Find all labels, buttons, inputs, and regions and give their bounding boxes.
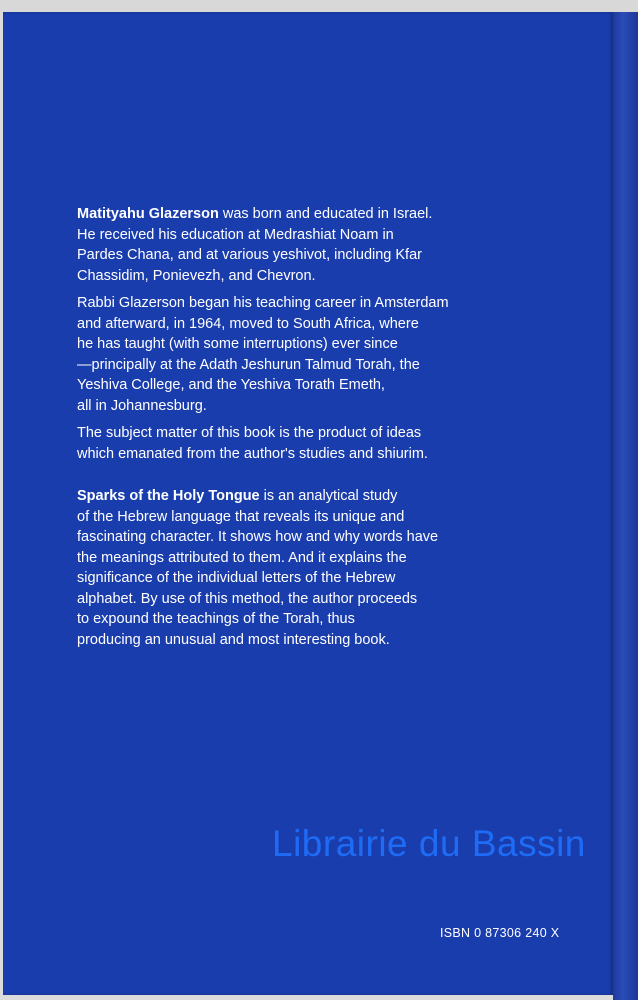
bio-paragraph-3: [77, 423, 537, 464]
bio-line: Yeshiva College, and the Yeshiva Torath Emeth,: [77, 377, 385, 393]
bio-paragraph-2: [77, 293, 537, 416]
blurb-line: of the Hebrew language that reveals its unique and: [77, 508, 405, 525]
blurb-line: alphabet. By use of this method, the author proceeds: [77, 590, 418, 607]
book-title: Sparks of the Holy Tongue: [77, 488, 260, 504]
seller-watermark: Librairie du Bassin: [272, 823, 586, 864]
bio-line: Pardes Chana, and at various yeshivot, including Kfar: [77, 247, 422, 263]
bio-line: all in Johannesburg.: [77, 397, 207, 414]
book-spine: [613, 12, 638, 1000]
bio-line: Chassidim, Ponievezh, and Chevron.: [77, 267, 316, 284]
bio-line: he has taught (with some interruptions) ever since: [77, 336, 398, 352]
book-blurb: [77, 486, 537, 650]
page-background-top: [0, 0, 638, 12]
blurb-line: producing an unusual and most interesting book.: [77, 631, 390, 648]
bio-line: and afterward, in 1964, moved to South Africa, where: [77, 315, 419, 332]
bio-line: Rabbi Glazerson began his teaching career in Amsterdam: [77, 295, 449, 311]
bio-line: He received his education at Medrashiat Noam in: [77, 226, 394, 243]
blurb-line: to expound the teachings of the Torah, thus: [77, 611, 355, 627]
bio-line: which emanated from the author's studies and shiurim.: [77, 445, 428, 462]
bio-line: —principally at the Adath Jeshurun Talmud Torah, the: [77, 356, 420, 373]
bio-line: [77, 204, 537, 225]
blurb-line: fascinating character. It shows how and why words have: [77, 529, 439, 545]
isbn-number: ISBN 0 87306 240 X: [440, 926, 560, 940]
bio-line: The subject matter of this book is the product of ideas: [77, 425, 422, 441]
blurb-line: significance of the individual letters of the Hebrew: [77, 570, 396, 586]
author-name: Matityahu Glazerson: [77, 206, 219, 222]
bio-text: was born and educated in Israel.: [218, 206, 433, 222]
blurb-line: the meanings attributed to them. And it explains the: [77, 549, 407, 566]
blurb-line: [77, 486, 537, 507]
author-bio: [77, 204, 537, 471]
bio-paragraph-1: [77, 204, 537, 286]
blurb-text: is an analytical study: [259, 488, 398, 504]
